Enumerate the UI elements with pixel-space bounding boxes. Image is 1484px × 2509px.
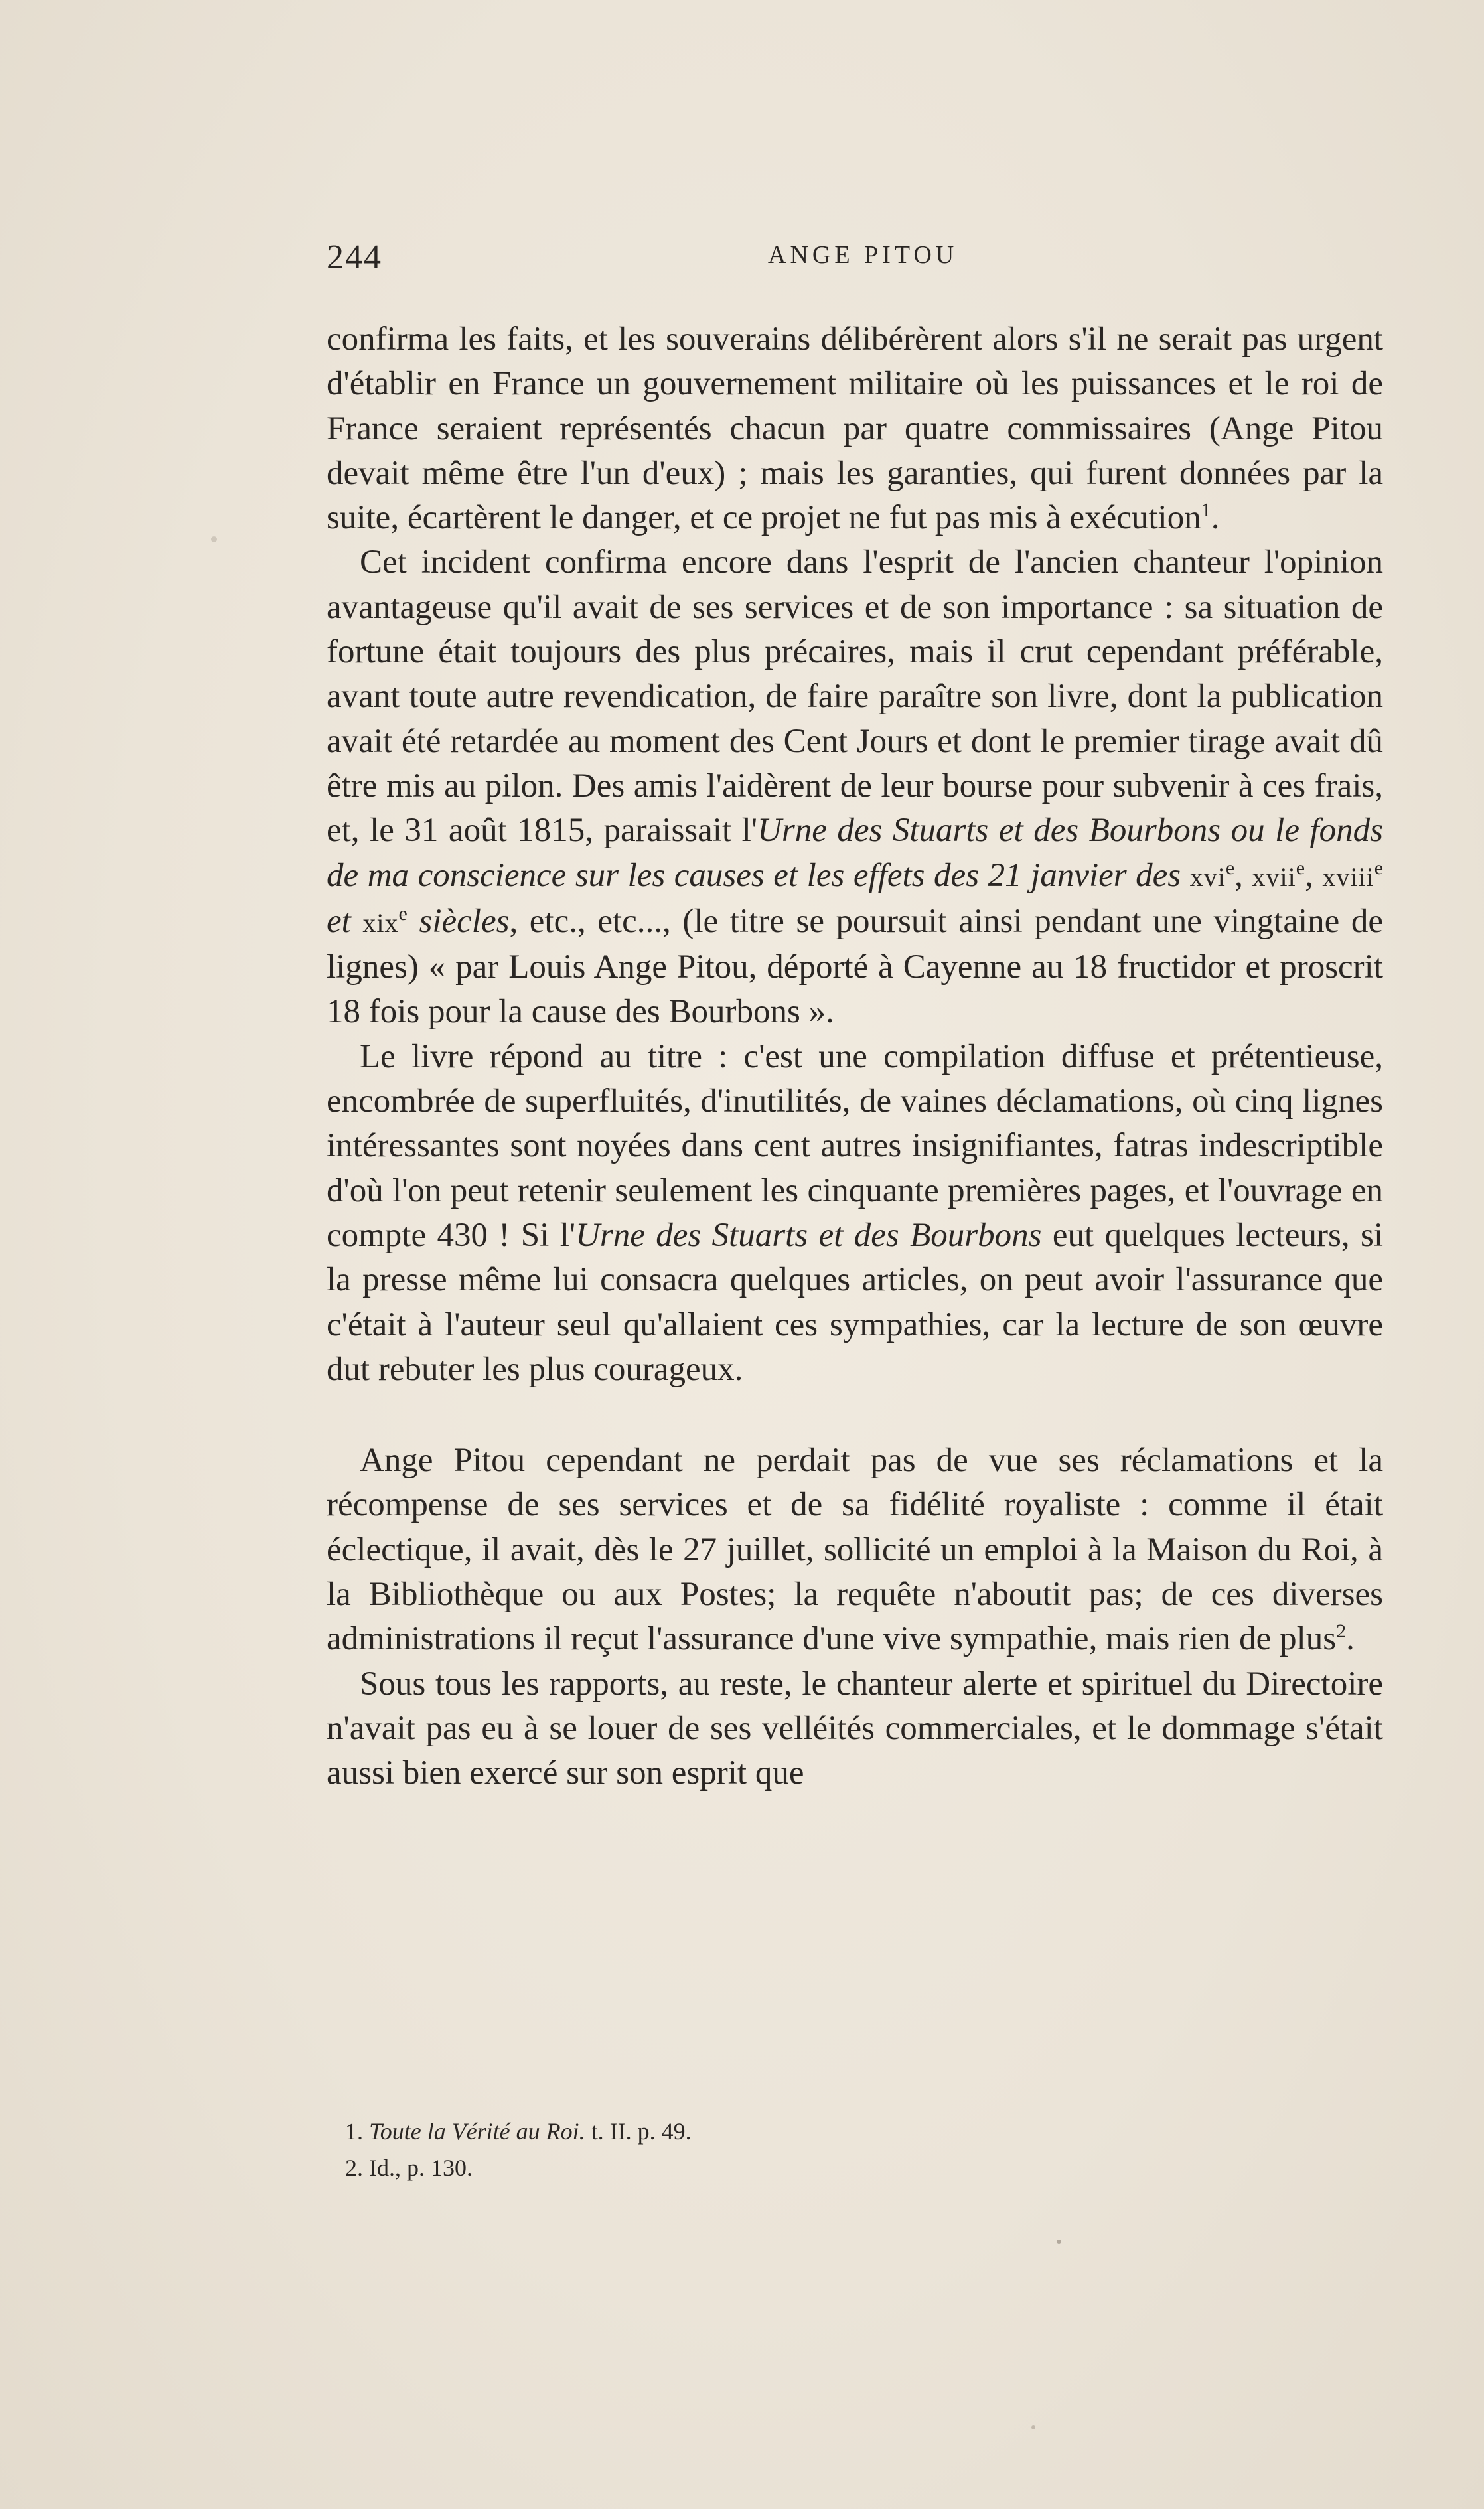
paragraph-text: Le livre répond au titre : c'est une compilation diffuse et prétentieuse, encombrée de superfluités, d'inutilités, de vaines déclamations, où cinq lignes intéressantes sont noyées dans cent autres insignifiantes, fatras indescriptible d'où l'on peut retenir seulement les cinquante premières pages, et l'ouvrage en compte 430 ! Si l' xyxy=(327,1037,1383,1254)
paper-speck xyxy=(211,536,217,542)
paper-speck xyxy=(1031,2425,1035,2429)
century-numeral: xvii xyxy=(1252,862,1296,892)
century-numeral: xix xyxy=(362,907,399,938)
footnote-text: t. II. p. 49. xyxy=(591,2118,692,2145)
paragraph xyxy=(327,1438,1383,1661)
superscript: e xyxy=(1225,856,1235,879)
paragraph-text: eut quelques lecteurs, si la presse même lui consacra quelques articles, on peut avoir l'assurance que c'était à l'auteur seul qu'allaient ces sympathies, car la lecture de son œuvre dut rebuter les plus courageux. xyxy=(327,1216,1383,1388)
paragraph-text: . xyxy=(1211,499,1220,537)
paragraph-text: Sous tous les rapports, au reste, le chanteur alerte et spirituel du Directoire n'avait pas eu à se louer de ses velléités commerciales, et le dommage s'était aussi bien exercé sur son esprit que xyxy=(327,1665,1383,1792)
book-title-italic: Urne des Stuarts et des Bourbons xyxy=(575,1216,1042,1254)
paragraph xyxy=(327,1035,1383,1392)
paragraph xyxy=(327,317,1383,540)
footnote xyxy=(345,2150,1274,2186)
footnote xyxy=(345,2113,1274,2150)
century-numeral: xviii xyxy=(1322,862,1374,892)
paragraph: Cet incident confirma encore dans l'esprit de l'ancien chanteur l'opinion avantageuse qu'il avait de ses services et de son importance : sa situation de fortune était toujours des plus précaires, mais il crut cependant préférable, avant toute autre revendication, de faire paraître son livre, dont la publication avait été retardée au moment des Cent Jours et dont le premier tirage avait dû être mis au pilon. Des amis l'aidèrent de leur bourse pour subvenir à ces frais, et, le 31 août 1815, paraissait l'Urne des Stuarts et des Bourbons ou le fonds de ma conscience sur les causes et les effets des 21 janvier des xvi$^e$, xvii$^e$, xviii$^e$ et xix$^e$ siècles, etc., etc..., (le titre se poursuit ainsi pendant une vingtaine de lignes) « par Louis Ange Pitou, déporté à Cayenne au 18 fructidor et proscrit 18 fois pour la cause des Bourbons ». xyxy=(327,544,1384,1031)
paragraph xyxy=(327,1662,1383,1796)
italic-word: et xyxy=(327,902,351,940)
footnotes xyxy=(345,2113,1274,2186)
footnote-number: 2. xyxy=(345,2155,363,2181)
paragraph-text: Cet incident confirma encore dans l'esprit de l'ancien chanteur l'opinion avantageuse qu'il avait de ses services et de son importance : sa situation de fortune était toujours des plus précaires, mais il crut cependant préférable, avant toute autre revendication, de faire paraître son livre, dont la publication avait été retardée au moment des Cent Jours et dont le premier tirage avait dû être mis au pilon. Des amis l'aidèrent de leur bourse pour subvenir à ces frais, et, le 31 août 1815, paraissait l' xyxy=(327,544,1383,850)
running-head xyxy=(327,234,1383,280)
page-number: 244 xyxy=(327,238,382,276)
running-title: ANGE PITOU xyxy=(768,241,958,269)
book-title-italic: Urne des Stuarts et des Bourbons ou le fonds de ma conscience sur les causes et les effets des 21 janvier des xyxy=(327,812,1383,894)
paragraph-text: Ange Pitou cependant ne perdait pas de vue ses réclamations et la récompense de ses services et de sa fidélité royaliste : comme il était éclectique, il avait, dès le 27 juillet, sollicité un emploi à la Maison du Roi, à la Bibliothèque ou aux Postes; la requête n'aboutit pas; de ces diverses administrations il reçut l'assurance d'une vive sympathie, mais rien de plus xyxy=(327,1442,1383,1658)
footnote-reference: 2 xyxy=(1336,1620,1347,1643)
paragraph-text: . xyxy=(1346,1620,1355,1658)
footnote-title: Toute la Vérité au Roi. xyxy=(369,2118,585,2145)
paragraph-text: , etc., etc..., (le titre se poursuit ainsi pendant une vingtaine de lignes) « par Louis Ange Pitou, déporté à Cayenne au 18 fructidor et proscrit 18 fois pour la cause des Bourbons ». xyxy=(327,902,1384,1031)
superscript: e xyxy=(1374,856,1384,879)
paper-speck xyxy=(1057,2240,1061,2244)
century-numeral: xvi xyxy=(1189,862,1226,892)
body-text xyxy=(327,317,1383,1796)
footnote-text: Id., p. 130. xyxy=(369,2155,473,2181)
footnote-number: 1. xyxy=(345,2118,363,2145)
footnote-reference: 1 xyxy=(1201,499,1211,522)
paragraph-text: confirma les faits, et les souverains délibérèrent alors s'il ne serait pas urgent d'établir en France un gouvernement militaire où les puissances et le roi de France seraient représentés chacun par quatre commissaires (Ange Pitou devait même être l'un d'eux) ; mais les garanties, qui furent données par la suite, écartèrent le danger, et ce projet ne fut pas mis à exécution xyxy=(327,321,1383,537)
superscript: e xyxy=(1296,856,1305,879)
superscript: e xyxy=(398,902,408,925)
italic-word: siècles xyxy=(419,902,510,940)
